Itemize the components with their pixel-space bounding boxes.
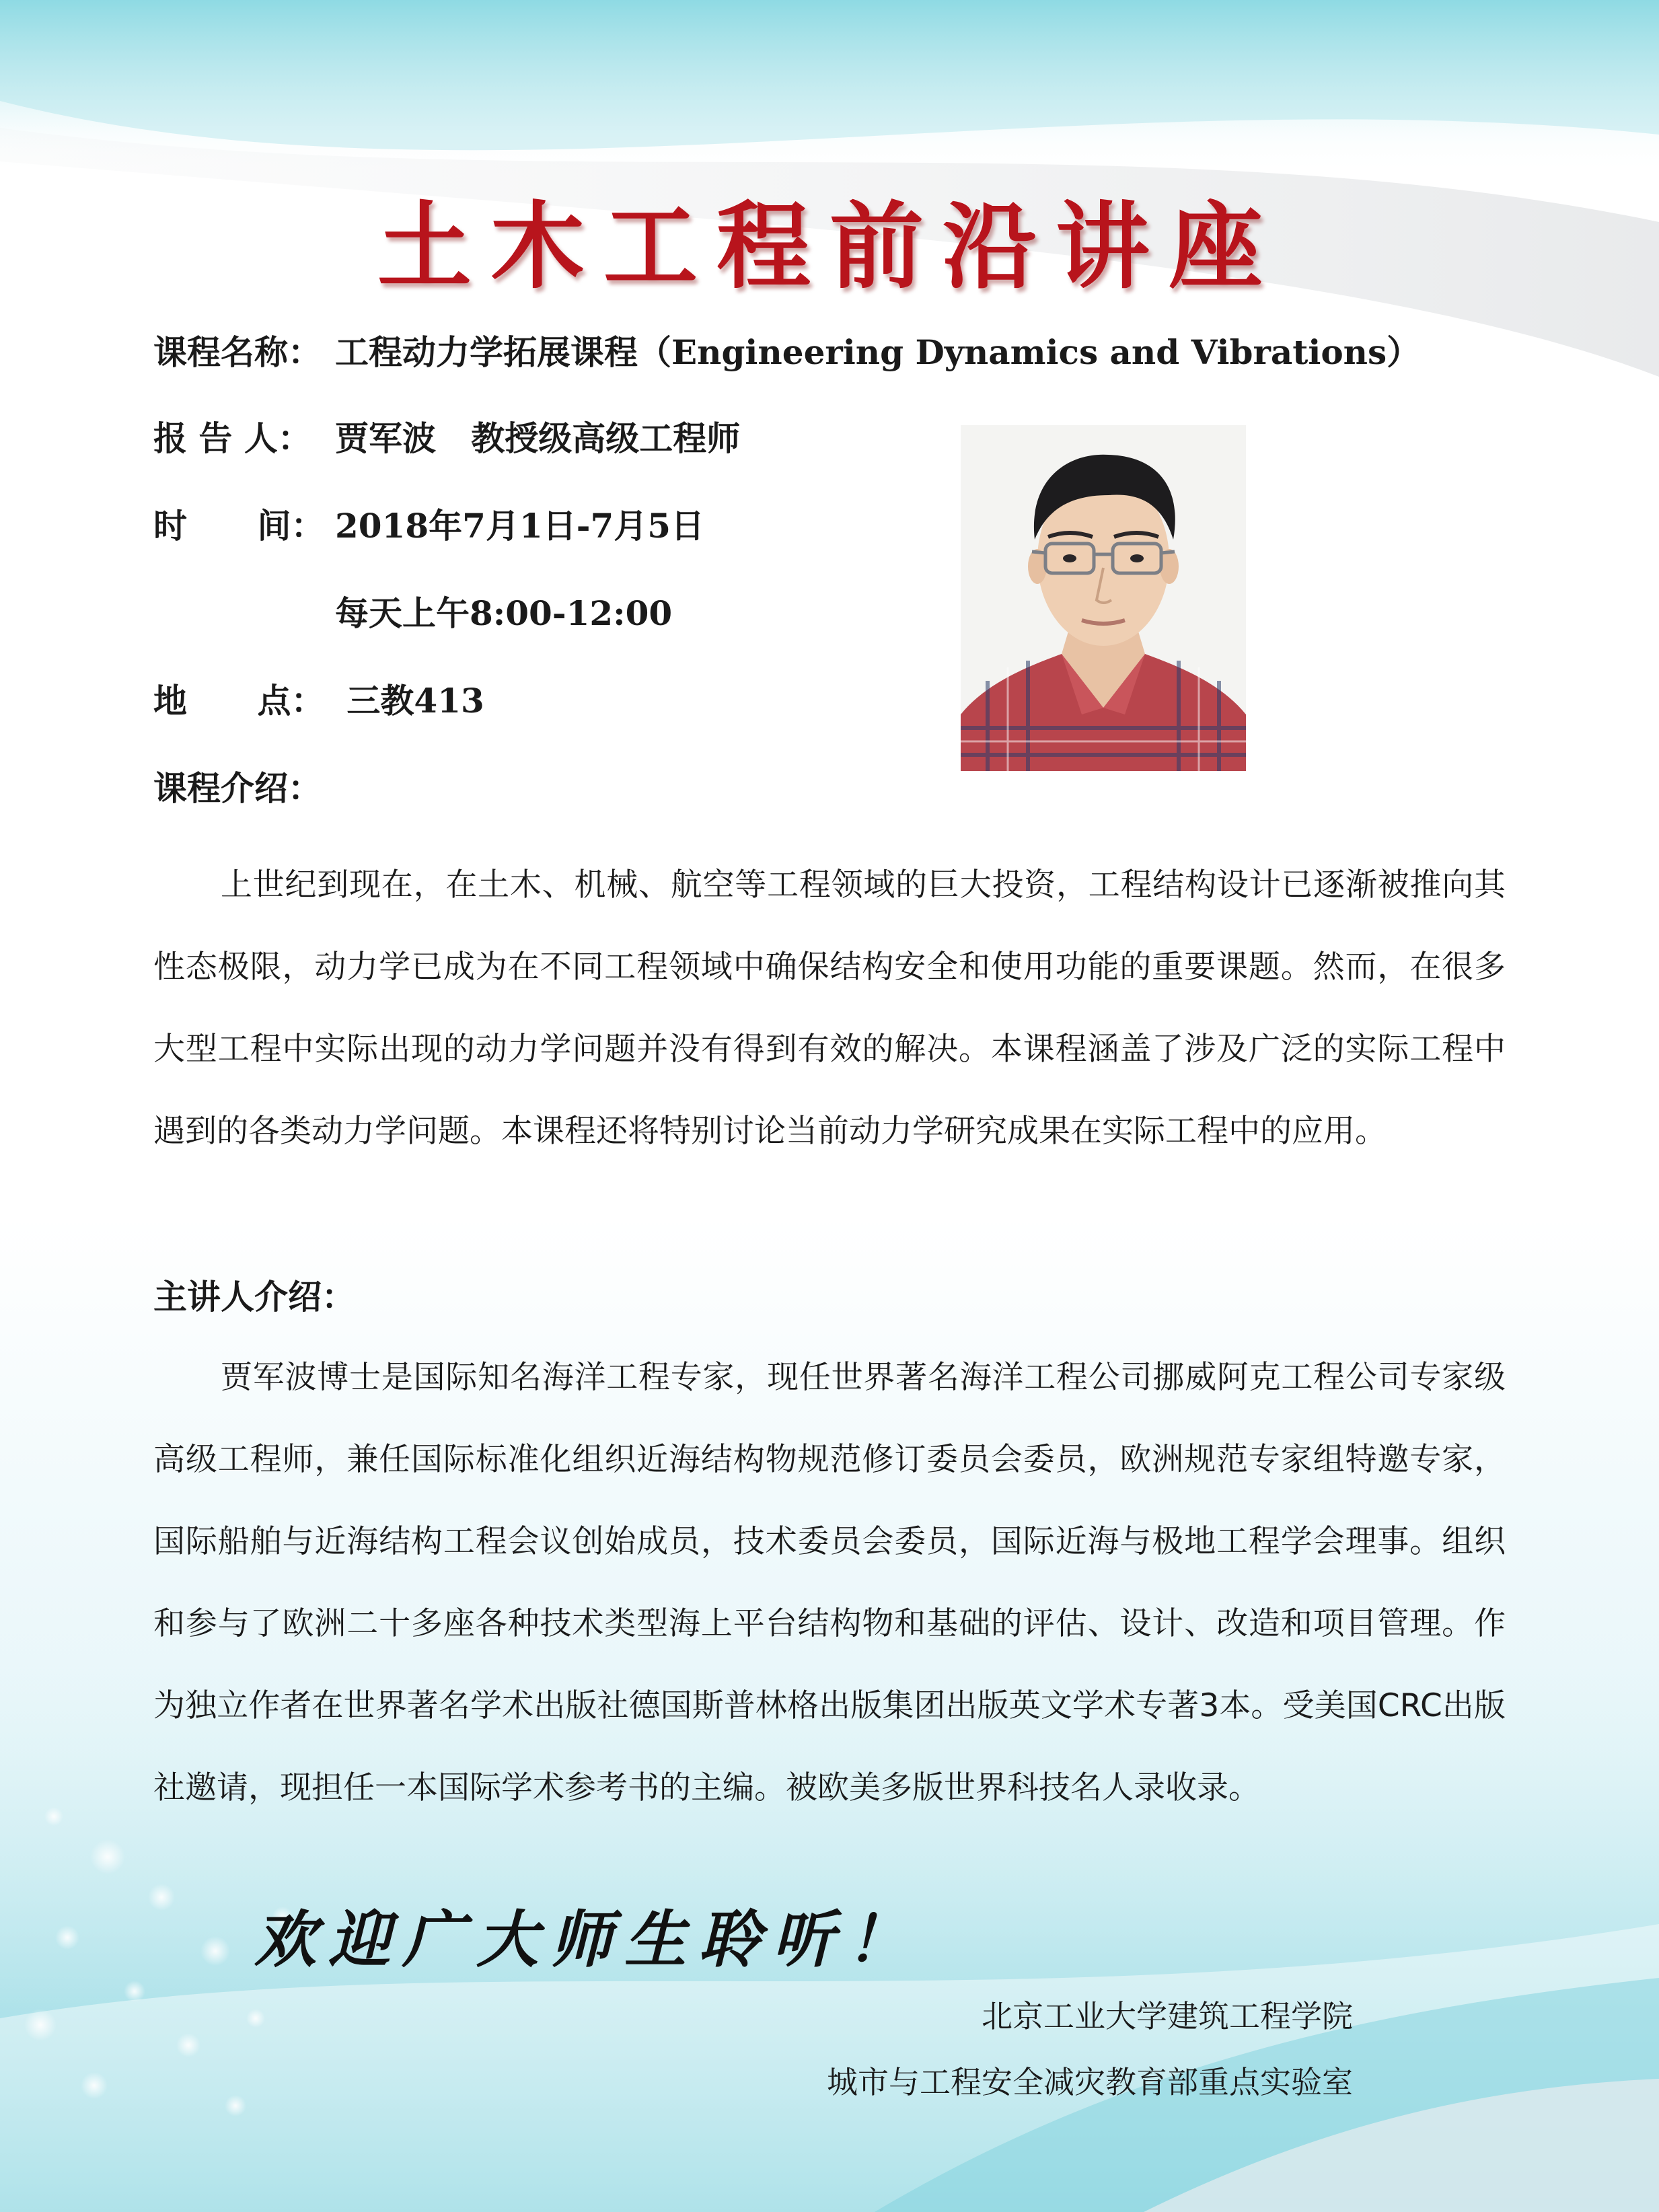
speaker-label: 报 告 人：: [153, 418, 311, 458]
speaker-photo: [961, 425, 1246, 771]
time-value: 2018年7月1日-7月5日: [335, 506, 705, 546]
course-name-value: 工程动力学拓展课程（Engineering Dynamics and Vibrations）: [335, 332, 1421, 372]
place-label: 地 点：: [153, 681, 325, 721]
organizer-school: 北京工业大学建筑工程学院: [982, 1998, 1353, 2034]
speaker-intro-heading: 主讲人介绍：: [153, 1278, 355, 1317]
time-row-2: [335, 587, 672, 640]
speaker-row: [153, 412, 740, 466]
time-row: [153, 499, 704, 553]
place-value: 三教413: [335, 681, 484, 721]
time-value-daily: 每天上午8:00-12:00: [335, 593, 673, 633]
organizer-lab: 城市与工程安全减灾教育部重点实验室: [827, 2064, 1353, 2100]
speaker-portrait-illustration: [961, 425, 1246, 771]
course-intro-text: 上世纪到现在，在土木、机械、航空等工程领域的巨大投资，工程结构设计已逐渐被推向其性态极限，动力学已成为在不同工程领域中确保结构安全和使用功能的重要课题。然而，在很多大型工程中实际出现的动力学问题并没有得到有效的解决。本课程涵盖了涉及广泛的实际工程中遇到的各类动力学问题。本课程还将特别讨论当前动力学研究成果在实际工程中的应用。: [153, 867, 1506, 1150]
time-label: 时 间：: [153, 506, 325, 546]
course-intro-heading: 课程介绍：: [153, 769, 322, 808]
course-name-label: 课程名称：: [153, 332, 322, 372]
course-name-row: [153, 326, 1420, 379]
poster-title: 土木工程前沿讲座: [377, 192, 1282, 302]
speaker-value: 贾军波 教授级高级工程师: [335, 418, 741, 458]
welcome-slogan: 欢迎广大师生聆听！: [254, 1903, 921, 1976]
place-row: [153, 674, 484, 728]
speaker-intro-text: 贾军波博士是国际知名海洋工程专家，现任世界著名海洋工程公司挪威阿克工程公司专家级高级工程师，兼任国际标准化组织近海结构物规范修订委员会委员，欧洲规范专家组特邀专家，国际船舶与近海结构工程会议创始成员，技术委员会委员，国际近海与极地工程学会理事。组织和参与了欧洲二十多座各种技术类型海上平台结构物和基础的评估、设计、改造和项目管理。作为独立作者在世界著名学术出版社德国斯普林格出版集团出版英文学术专著3本。受美国CRC出版社邀请，现担任一本国际学术参考书的主编。被欧美多版世界科技名人录收录。: [153, 1359, 1506, 1806]
